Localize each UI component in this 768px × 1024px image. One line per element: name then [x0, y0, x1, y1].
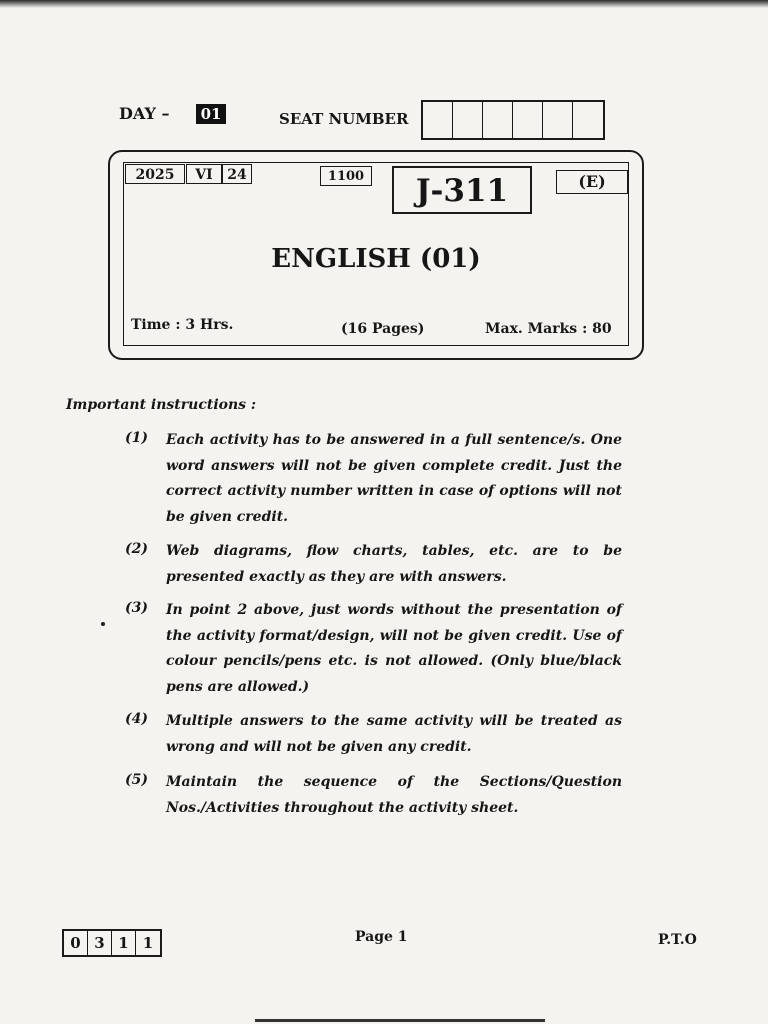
instructions-title: Important instructions :: [66, 397, 257, 413]
day-label: DAY –: [119, 104, 170, 123]
code-digit: 3: [88, 931, 112, 955]
seat-box: [483, 102, 513, 138]
seat-box: [513, 102, 543, 138]
code-digit: 0: [64, 931, 88, 955]
seat-box: [543, 102, 573, 138]
time-label: Time : 3 Hrs.: [131, 317, 234, 333]
pages-label: (16 Pages): [341, 321, 425, 337]
year-box: 2025: [125, 164, 185, 184]
count-box: 1100: [320, 166, 372, 186]
scan-bottom-edge: [255, 1019, 545, 1022]
instruction-text: In point 2 above, just words without the presentation of the activity format/design, will not be given credit. Use of colour pencils/pens etc. is not allowed. (Only blue/black pens are allowed.): [166, 602, 622, 695]
seat-box: [453, 102, 483, 138]
number-box: 24: [222, 164, 252, 184]
seat-number-boxes: [421, 100, 605, 140]
instruction-number: (4): [125, 711, 148, 727]
subject-title: ENGLISH (01): [271, 244, 481, 274]
medium-box: (E): [556, 170, 628, 194]
paper-code-boxes: [62, 929, 162, 957]
page-number: Page 1: [355, 929, 408, 945]
scan-top-shadow: [0, 0, 768, 8]
code-digit: 1: [112, 931, 136, 955]
seat-box: [423, 102, 453, 138]
instruction-number: (2): [125, 541, 148, 557]
paper-code: J-311: [392, 166, 532, 214]
seat-number-label: SEAT NUMBER: [279, 110, 409, 128]
instruction-number: (3): [125, 600, 148, 616]
please-turn-over: P.T.O: [658, 932, 697, 948]
instruction-text: Multiple answers to the same activity will be treated as wrong and will not be given any credit.: [166, 713, 622, 755]
max-marks-label: Max. Marks : 80: [485, 321, 612, 337]
code-digit: 1: [142, 934, 154, 952]
day-value: 01: [196, 104, 226, 124]
standard-box: VI: [186, 164, 222, 184]
instruction-number: (5): [125, 772, 148, 788]
scan-speck: [101, 622, 105, 626]
instruction-text: Web diagrams, flow charts, tables, etc. are to be presented exactly as they are with answers.: [166, 543, 622, 585]
instruction-text: Maintain the sequence of the Sections/Question Nos./Activities throughout the activity sheet.: [166, 774, 622, 816]
instruction-text: Each activity has to be answered in a full sentence/s. One word answers will not be given complete credit. Just the correct activity number written in case of options will not be given credit.: [166, 432, 622, 525]
instruction-number: (1): [125, 430, 148, 446]
seat-box: [573, 102, 603, 138]
